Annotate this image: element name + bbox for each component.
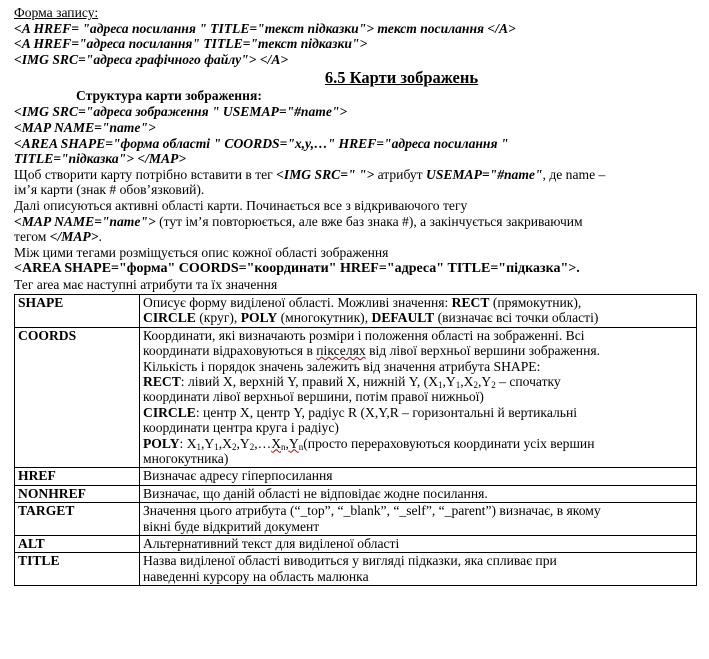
comma: , (218, 435, 223, 451)
attr-name-target: TARGET (15, 503, 140, 536)
coords-line2a: координати відраховуються в (143, 343, 317, 359)
coords-poly-label: POLY (143, 435, 180, 451)
sub-1: 1 (438, 379, 443, 390)
comma: , (236, 435, 240, 451)
paragraph-1-line2: ім’я карти (знак # обов’язковий). (14, 182, 205, 198)
coords-circle-line2: координати центра круга і радіус) (143, 420, 339, 436)
code-img-usemap: <IMG SRC="адреса зображення " USEMAP="#name"> (14, 104, 348, 120)
code-map-name: <MAP NAME="name"> (14, 119, 156, 135)
yn-letter: Y (288, 435, 299, 451)
table-row (15, 468, 697, 485)
table-row (15, 485, 697, 502)
attr-desc-alt: Альтернативний текст для виділеної області (140, 536, 697, 553)
shape-poly: POLY (240, 310, 278, 326)
table-row (15, 553, 697, 586)
sub-n: n (298, 441, 304, 452)
sub-1: 1 (214, 441, 219, 452)
coords-rect-label: RECT (143, 373, 181, 389)
sub-2: 2 (231, 441, 237, 452)
p3-text-b: тегом (14, 229, 50, 245)
ellipsis: … (257, 435, 272, 451)
p1-text-c: , де name – (542, 166, 606, 182)
sub-1: 1 (196, 441, 202, 452)
x-letter: X (463, 373, 474, 389)
paragraph-4: Між цими тегами розміщується опис кожної області зображення (14, 244, 389, 260)
area-code-example: <AREA SHAPE="форма" COORDS="координати" HREF="адреса" TITLE="підказка">. (14, 261, 580, 277)
coords-spell-word: пікселях (316, 343, 366, 359)
form-label: Форма запису: (14, 5, 99, 20)
coords-rect-tail: – спочатку (495, 373, 561, 389)
sub-n: n (281, 441, 286, 452)
target-line1: Значення цього атрибута (“_top”, “_blank”, “_self”, “_parent”) визначає, в якому (143, 503, 601, 519)
target-line2: вікні буде відкритий документ (143, 518, 320, 534)
attr-name-nonhref: NONHREF (15, 485, 140, 502)
table-row (15, 503, 697, 536)
coords-poly-text: : X (179, 435, 197, 451)
title-line1: Назва виділеної області виводиться у вигляді підказки, яка спливає при (143, 553, 557, 569)
comma: , (201, 435, 205, 451)
attr-desc-href: Визначає адресу гіперпосилання (140, 468, 697, 485)
coords-rect-line2: координати лівої верхньої вершини, потім правої нижньої) (143, 389, 484, 405)
coords-line2b: від лівої верхньої вершини зображення. (365, 343, 600, 359)
attributes-table (14, 294, 697, 586)
attr-desc-nonhref: Визначає, що даній області не відповідає жодне посилання. (140, 485, 697, 502)
y-letter: Y (481, 373, 492, 389)
title-line2: наведенні курсору на область малюнка (143, 568, 369, 584)
shape-default: DEFAULT (371, 310, 435, 326)
shape-desc-e: (визначає всі точки області) (434, 310, 599, 326)
code-line-a-href-open: <A HREF="адреса посилання" TITLE="текст підказки"> (14, 36, 368, 52)
p3-end: . (98, 229, 102, 245)
sub-2: 2 (491, 379, 496, 390)
shape-desc-c: (круг), (195, 310, 241, 326)
comma: , (442, 373, 446, 389)
attr-name-alt: ALT (15, 536, 140, 553)
paragraph-1-line1 (14, 167, 709, 183)
coords-line3: Кількість і порядок значень залежить від значення атрибута SHAPE: (143, 358, 541, 374)
p3-code-map: <MAP NAME="name"> (14, 213, 156, 229)
table-row (15, 294, 697, 327)
shape-desc-a: Описує форму виділеної області. Можливі значення: (143, 294, 452, 310)
sub-2: 2 (473, 379, 478, 390)
comma: , (285, 435, 289, 451)
coords-circle-label: CIRCLE (143, 404, 196, 420)
p1-text-b: атрибут (374, 166, 426, 182)
attr-desc-target (140, 503, 697, 536)
attr-name-href: HREF (15, 468, 140, 485)
coords-rect-text: : лівий X, верхній Y, правий X, нижній Y, (X (180, 373, 439, 389)
coords-poly-line2: многокутника) (143, 450, 229, 466)
p3-code-map-close: </MAP> (49, 229, 99, 245)
poly-xn-yn (271, 436, 303, 451)
sub-2: 2 (249, 441, 255, 452)
paragraph-3-line1 (14, 214, 709, 230)
attr-desc-shape (140, 294, 697, 327)
y-letter: Y (239, 435, 250, 451)
coords-circle-text: : центр X, центр Y, радіус R (X,Y,R – горизонтальні й вертикальні (195, 404, 578, 420)
shape-rect: RECT (451, 294, 490, 310)
coords-line1: Координати, які визначають розміри і положення області на зображенні. Всі (143, 327, 585, 343)
shape-circle: CIRCLE (143, 310, 196, 326)
shape-desc-d: (многокутник), (277, 310, 372, 326)
p1-code-usemap: USEMAP="#name" (426, 166, 543, 182)
shape-desc-b: (прямокутник), (489, 294, 582, 310)
x-letter: X (222, 435, 232, 451)
y-letter: Y (204, 435, 215, 451)
p1-code-img: <IMG SRC=" "> (276, 166, 375, 182)
section-title: 6.5 Карти зображень (324, 68, 479, 88)
paragraph-5: Тег area має наступні атрибути та їх значення (14, 277, 278, 293)
code-area-line2: TITLE="підказка"> </MAP> (14, 151, 187, 167)
attr-desc-title (140, 553, 697, 586)
code-line-img-close: <IMG SRC="адреса графічного файлу"> </A> (14, 51, 289, 67)
table-row (15, 327, 697, 468)
xn-letter: X (271, 435, 282, 451)
sub-1: 1 (455, 379, 461, 390)
code-area-line1: <AREA SHAPE="форма області " COORDS="x,y,…" HREF="адреса посилання " (14, 135, 509, 151)
paragraph-2: Далі описуються активні області карти. Починається все з відкриваючого тегу (14, 197, 468, 213)
code-line-a-href: <A HREF= "адреса посилання " TITLE="текст підказки"> текст посилання </A> (14, 20, 516, 36)
attr-name-coords: COORDS (15, 327, 140, 468)
comma: , (477, 373, 482, 389)
table-row (15, 536, 697, 553)
paragraph-3-line2 (14, 229, 709, 245)
comma: , (460, 373, 464, 389)
section-subheading: Структура карти зображення: (76, 88, 262, 104)
attr-name-shape: SHAPE (15, 294, 140, 327)
y-letter: Y (445, 373, 456, 389)
p3-text-a: (тут ім’я повторюється, але вже баз знака #), а закінчується закриваючим (155, 213, 583, 229)
attr-desc-coords (140, 327, 697, 468)
attr-name-title: TITLE (15, 553, 140, 586)
comma: , (254, 435, 258, 451)
coords-poly-tail: (просто перераховуються координати усіх вершин (303, 435, 595, 451)
p1-text-a: Щоб створити карту потрібно вставити в тег (14, 166, 277, 182)
